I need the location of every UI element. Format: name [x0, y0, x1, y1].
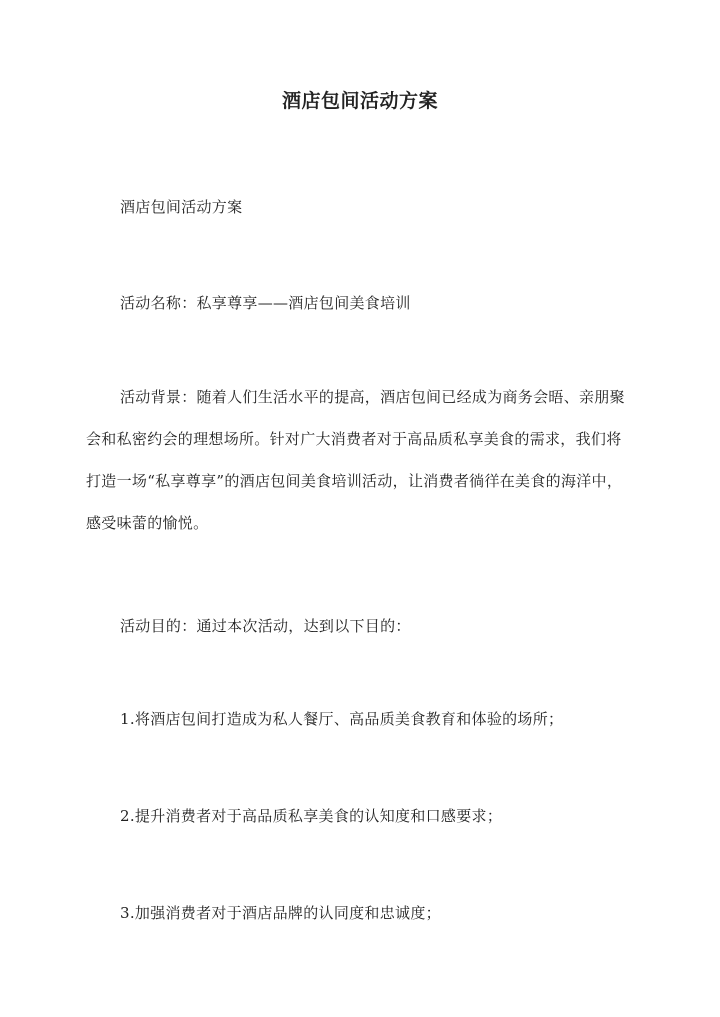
- list-item-purpose-1: 1.将酒店包间打造成为私人餐厅、高品质美食教育和体验的场所；: [120, 710, 564, 728]
- list-item-purpose-2: 2.提升消费者对于高品质私享美食的认知度和口感要求；: [120, 807, 503, 825]
- list-item-purpose-3: 3.加强消费者对于酒店品牌的认同度和忠诚度；: [120, 904, 441, 922]
- document-title: 酒店包间活动方案: [281, 90, 438, 112]
- paragraph-activity-background: 活动背景：随着人们生活水平的提高，酒店包间已经成为商务会晤、亲朋聚会和私密约会的理想场所。针对广大消费者对于高品质私享美食的需求，我们将打造一场“私享尊享”的酒店包间美食培训活动，让消费者徜徉在美食的海洋中，感受味蕾的愉悦。: [86, 388, 625, 532]
- paragraph-heading: 酒店包间活动方案: [120, 198, 243, 216]
- paragraph-activity-purpose: 活动目的：通过本次活动，达到以下目的：: [120, 617, 411, 635]
- paragraph-activity-name: 活动名称：私享尊享——酒店包间美食培训: [120, 294, 411, 312]
